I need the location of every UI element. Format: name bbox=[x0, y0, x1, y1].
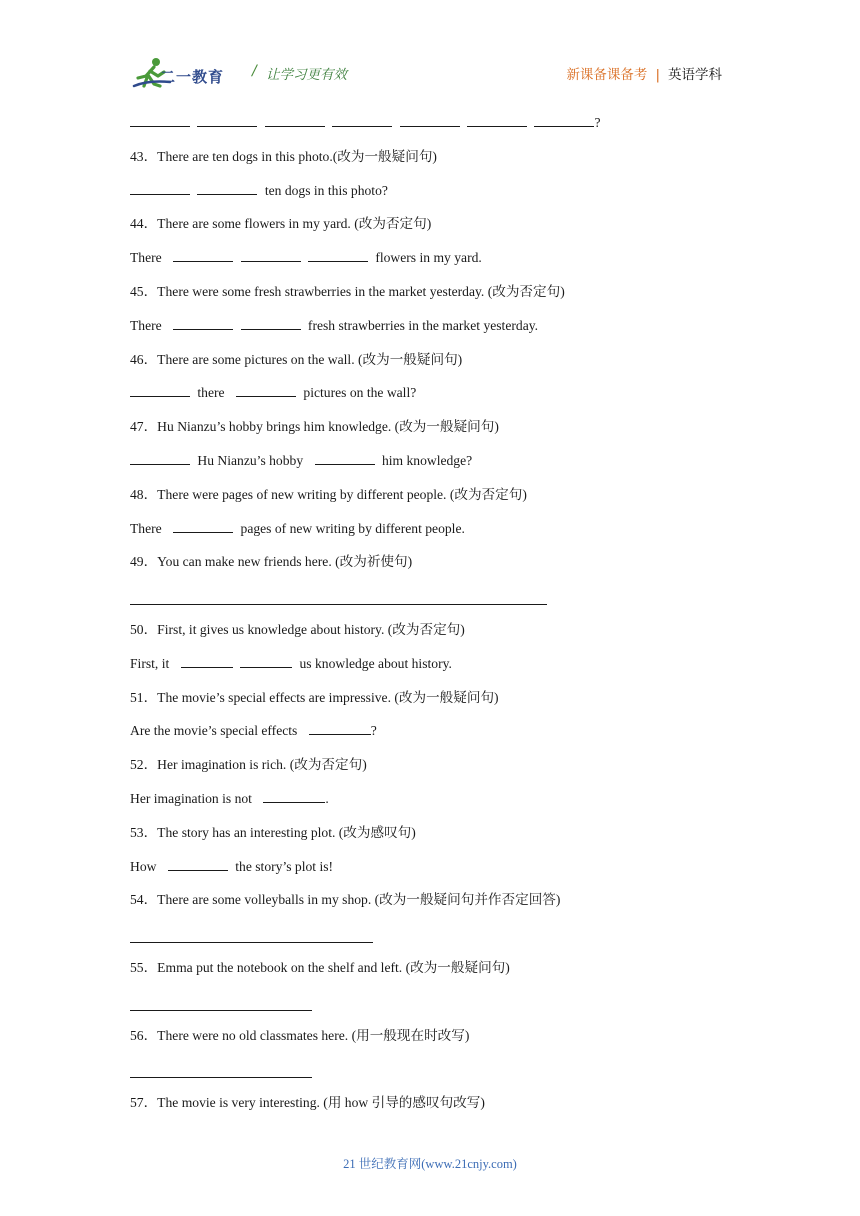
question-46: 46．There are some pictures on the wall. (改为一般疑问句) bbox=[130, 351, 463, 367]
logo-text: 二一教育 bbox=[160, 68, 225, 86]
question-49: 49．You can make new friends here. (改为祈使句) bbox=[130, 554, 413, 570]
answer-text: flowers in my yard. bbox=[375, 250, 482, 266]
question-52: 52．Her imagination is rich. (改为否定句) bbox=[130, 757, 367, 773]
question-57: 57．The movie is very interesting. (用 how 引导的感叹句改写) bbox=[130, 1095, 485, 1111]
answer-line-53 bbox=[130, 855, 730, 889]
question-47: 47．Hu Nianzu’s hobby brings him knowledge. (改为一般疑问句) bbox=[130, 419, 499, 435]
question-56: 56．There were no old classmates here. (用一般现在时改写) bbox=[130, 1027, 470, 1043]
answer-text: Are the movie’s special effects bbox=[130, 723, 298, 739]
page-footer: 21 世纪教育网(www.21cnjy.com) bbox=[343, 1157, 517, 1171]
answer-text: How bbox=[130, 858, 157, 874]
answer-blank[interactable] bbox=[130, 1057, 312, 1078]
answer-blank[interactable] bbox=[332, 112, 392, 127]
logo bbox=[132, 56, 244, 90]
answer-line-44 bbox=[130, 246, 730, 280]
answer-text: There bbox=[130, 317, 162, 333]
answer-text: There bbox=[130, 250, 162, 266]
answer-line-43 bbox=[130, 179, 730, 213]
answer-blank[interactable] bbox=[240, 653, 292, 668]
answer-text: ten dogs in this photo? bbox=[264, 182, 388, 198]
answer-text: There bbox=[130, 520, 162, 536]
question-48: 48．There were pages of new writing by different people. (改为否定句) bbox=[130, 486, 527, 502]
answer-blank[interactable] bbox=[467, 112, 527, 127]
answer-text: First, it bbox=[130, 655, 170, 671]
answer-blank[interactable] bbox=[181, 653, 233, 668]
answer-blank[interactable] bbox=[168, 856, 228, 871]
answer-text: Her imagination is not bbox=[130, 790, 252, 806]
answer-blank[interactable] bbox=[130, 990, 312, 1011]
answer-blank[interactable] bbox=[130, 180, 190, 195]
question-53: 53．The story has an interesting plot. (改为感叹句) bbox=[130, 824, 416, 840]
answer-line-51 bbox=[130, 719, 730, 753]
answer-text: ? bbox=[594, 115, 601, 130]
answer-blank[interactable] bbox=[197, 180, 257, 195]
answer-blank[interactable] bbox=[173, 518, 233, 533]
answer-blank[interactable] bbox=[263, 788, 325, 803]
question-45: 45．There were some fresh strawberries in the market yesterday. (改为否定句) bbox=[130, 283, 565, 299]
answer-line-46 bbox=[130, 381, 730, 415]
question-43: 43．There are ten dogs in this photo.(改为一般疑问句) bbox=[130, 148, 437, 164]
answer-blank[interactable] bbox=[308, 247, 368, 262]
answer-blank[interactable] bbox=[400, 112, 460, 127]
question-51: 51．The movie’s special effects are impressive. (改为一般疑问句) bbox=[130, 689, 499, 705]
question-44: 44．There are some flowers in my yard. (改为否定句) bbox=[130, 216, 432, 232]
answer-blank[interactable] bbox=[197, 112, 257, 127]
answer-blank[interactable] bbox=[130, 450, 190, 465]
answer-line-48 bbox=[130, 517, 730, 551]
header-separator: | bbox=[655, 67, 660, 83]
answer-line-49 bbox=[130, 584, 730, 618]
header-slash: / bbox=[252, 63, 257, 79]
answer-blank[interactable] bbox=[315, 450, 375, 465]
answer-text: . bbox=[325, 790, 329, 806]
answer-text: pages of new writing by different people. bbox=[240, 520, 465, 536]
answer-blank[interactable] bbox=[130, 112, 190, 127]
answer-blank[interactable] bbox=[534, 112, 594, 127]
answer-blank[interactable] bbox=[309, 720, 371, 735]
answer-line-55 bbox=[130, 990, 730, 1024]
answer-blank[interactable] bbox=[265, 112, 325, 127]
answer-blank[interactable] bbox=[130, 922, 373, 943]
header-course: 新课备课备考 bbox=[566, 67, 648, 83]
answer-blank[interactable] bbox=[241, 247, 301, 262]
answer-text: us knowledge about history. bbox=[299, 655, 452, 671]
answer-blank[interactable] bbox=[130, 382, 190, 397]
answer-line-42 bbox=[130, 111, 730, 145]
answer-line-52 bbox=[130, 787, 730, 821]
answer-text: fresh strawberries in the market yesterday. bbox=[307, 317, 539, 333]
answer-text: the story’s plot is! bbox=[235, 858, 334, 874]
answer-text: pictures on the wall? bbox=[303, 385, 417, 401]
header-subject: 英语学科 bbox=[668, 67, 722, 83]
answer-blank[interactable] bbox=[236, 382, 296, 397]
exercise-list bbox=[130, 111, 730, 1125]
page-header bbox=[0, 0, 860, 110]
answer-blank[interactable] bbox=[173, 315, 233, 330]
answer-text: there bbox=[197, 385, 225, 401]
answer-text: Hu Nianzu’s hobby bbox=[197, 452, 304, 468]
answer-text: him knowledge? bbox=[381, 452, 473, 468]
answer-line-47 bbox=[130, 449, 730, 483]
question-55: 55．Emma put the notebook on the shelf and left. (改为一般疑问句) bbox=[130, 959, 510, 975]
header-right bbox=[566, 63, 722, 83]
answer-line-45 bbox=[130, 314, 730, 348]
answer-text: ? bbox=[370, 723, 377, 739]
question-54: 54．There are some volleyballs in my shop. (改为一般疑问句并作否定回答) bbox=[130, 892, 561, 908]
header-slogan: 让学习更有效 bbox=[266, 67, 347, 83]
answer-line-54 bbox=[130, 922, 730, 956]
answer-line-56 bbox=[130, 1057, 730, 1091]
answer-blank[interactable] bbox=[130, 584, 547, 605]
question-50: 50．First, it gives us knowledge about history. (改为否定句) bbox=[130, 621, 465, 637]
answer-blank[interactable] bbox=[173, 247, 233, 262]
answer-blank[interactable] bbox=[241, 315, 301, 330]
answer-line-50 bbox=[130, 652, 730, 686]
